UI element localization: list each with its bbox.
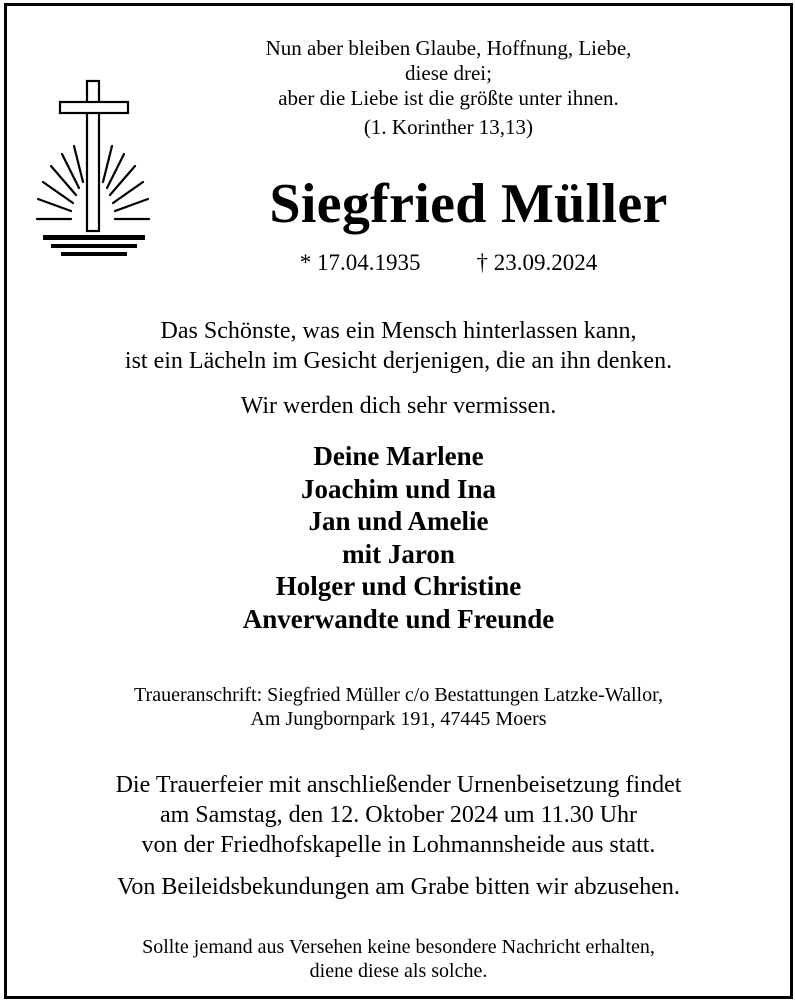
verse-line: diese drei;: [405, 61, 492, 85]
mourner-name: Jan und Amelie: [308, 506, 489, 536]
address-line: Am Jungbornpark 191, 47445 Moers: [250, 708, 547, 730]
mourner-name: Deine Marlene: [313, 441, 484, 471]
notice-line: Sollte jemand aus Versehen keine besondere Nachricht erhalten,: [142, 936, 655, 958]
quote-line: Das Schönste, was ein Mensch hinterlassen kann,: [160, 318, 637, 344]
mourning-address: [7, 683, 790, 731]
birth-date: * 17.04.1935: [299, 250, 421, 275]
notice-line: diene diese als solche.: [309, 960, 488, 982]
life-dates: [157, 248, 740, 278]
verse-reference: (1. Korinther 13,13): [363, 115, 534, 139]
farewell-line: Wir werden dich sehr vermissen.: [240, 393, 557, 419]
condolence-note: Von Beileidsbekundungen am Grabe bitten wir abzusehen.: [117, 874, 680, 900]
quote-line: ist ein Lächeln im Gesicht derjenigen, die an ihn denken.: [124, 348, 673, 374]
mourner-name: Holger und Christine: [275, 571, 522, 601]
notification-notice: [7, 935, 790, 983]
service-line: am Samstag, den 12. Oktober 2024 um 11.30 Uhr: [159, 802, 638, 828]
service-line: von der Friedhofskapelle in Lohmannsheide aus statt.: [141, 832, 656, 858]
verse-line: aber die Liebe ist die größte unter ihnen.: [278, 86, 619, 110]
mourner-name: mit Jaron: [342, 538, 455, 569]
mourner-name: Joachim und Ina: [300, 473, 497, 504]
funeral-service-info: [7, 770, 790, 860]
service-line: Die Trauerfeier mit anschließender Urnenbeisetzung findet: [115, 772, 682, 798]
verse-line: Nun aber bleiben Glaube, Hoffnung, Liebe,: [265, 36, 632, 60]
bible-verse: [157, 36, 740, 140]
memorial-quote: [7, 316, 790, 376]
death-date: † 23.09.2024: [476, 250, 598, 275]
mourners-list: [7, 440, 790, 635]
obituary-notice: [4, 3, 793, 999]
address-line: Traueranschrift: Siegfried Müller c/o Bestattungen Latzke-Wallor,: [134, 684, 663, 706]
mourner-name: Anverwandte und Freunde: [242, 603, 555, 634]
deceased-name: Siegfried Müller: [269, 173, 668, 235]
